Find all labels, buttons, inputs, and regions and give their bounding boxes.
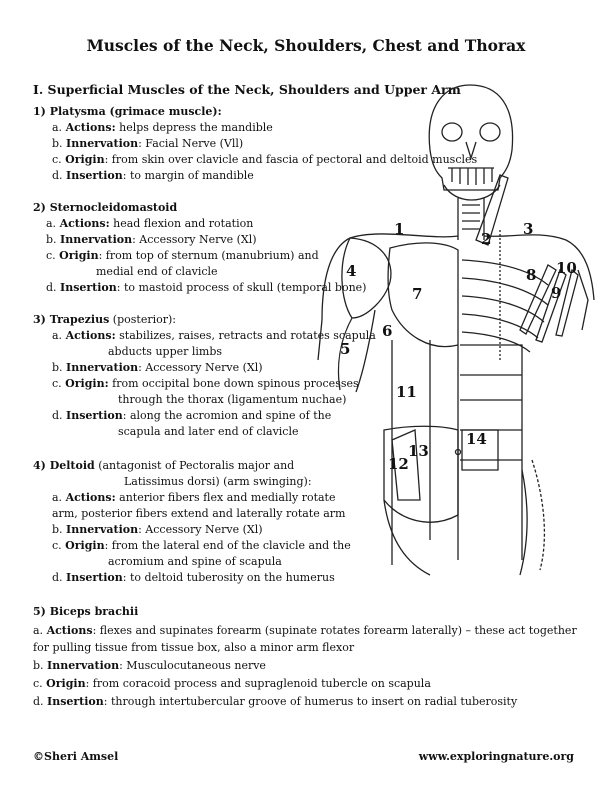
figure-label-3: 3	[523, 220, 534, 238]
insertion-line-2: scapula and later end of clavicle	[118, 425, 299, 438]
eye-socket-left	[442, 123, 462, 141]
innervation-line: b. Innervation: Accessory Nerve (Xl)	[52, 361, 263, 374]
figure-label-9: 9	[551, 284, 562, 302]
origin-line: c. Origin: from coracoid process and supraglenoid tubercle on scapula	[33, 677, 431, 690]
muscle-name: 3) Trapezius (posterior):	[33, 313, 176, 326]
actions-line: a. Actions: anterior fibers flex and medially rotate	[52, 491, 336, 504]
origin-line-2: medial end of clavicle	[96, 265, 218, 278]
insertion-line: d. Insertion: to mastoid process of skull (temporal bone)	[46, 281, 367, 294]
footer-website: www.exploringnature.org	[418, 750, 574, 763]
actions-line: a. Actions: head flexion and rotation	[46, 217, 254, 230]
muscle-name: 1) Platysma (grimace muscle):	[33, 105, 222, 118]
actions-line-2: abducts upper limbs	[108, 345, 223, 358]
innervation-line: b. Innervation: Accessory Nerve (Xl)	[46, 233, 257, 246]
section-title: I. Superficial Muscles of the Neck, Shoulders and Upper Arm	[33, 82, 461, 97]
skull	[429, 85, 512, 190]
origin-line: c. Origin: from top of sternum (manubrium) and	[46, 249, 319, 262]
figure-label-7: 7	[412, 285, 423, 303]
figure-label-2: 2	[481, 230, 492, 248]
left-shoulder-outline	[318, 234, 458, 360]
figure-label-1: 1	[394, 220, 405, 238]
figure-label-8: 8	[526, 266, 537, 284]
footer-copyright: ©Sheri Amsel	[33, 750, 119, 763]
insertion-line: d. Insertion: to deltoid tuberosity on the humerus	[52, 571, 335, 584]
teeth	[448, 168, 494, 185]
muscle-name: 5) Biceps brachii	[33, 605, 139, 618]
innervation-line: b. Innervation: Musculocutaneous nerve	[33, 659, 266, 672]
nasal-cavity	[466, 142, 476, 158]
actions-line: a. Actions: flexes and supinates forearm (supinate rotates forearm laterally) – these act together for pulling tissue from tissue box, also a minor arm flexor	[33, 624, 577, 654]
hip-bone	[532, 460, 544, 570]
figure-label-5: 5	[340, 340, 351, 358]
actions-line-2: arm, posterior fibers extend and laterally rotate arm	[52, 507, 346, 520]
eye-socket-right	[480, 123, 500, 141]
insertion-line: d. Insertion: through intertubercular groove of humerus to insert on radial tuberosity	[33, 695, 518, 708]
figure-label-13: 13	[408, 442, 429, 460]
figure-label-6: 6	[382, 322, 393, 340]
origin-line: c. Origin: from the lateral end of the clavicle and the	[52, 539, 351, 552]
muscle-name: 2) Sternocleidomastoid	[33, 201, 178, 214]
figure-label-10: 10	[556, 259, 577, 277]
figure-label-12: 12	[388, 455, 409, 473]
waist-outline	[384, 470, 527, 575]
muscle-name-2: Latissimus dorsi) (arm swinging):	[124, 475, 312, 488]
rectus-abdominis-segments	[460, 345, 522, 560]
pectoralis-major-shape	[388, 243, 458, 347]
arm-outline-right	[578, 270, 588, 330]
figure-label-11: 11	[396, 383, 417, 401]
page-title: Muscles of the Neck, Shoulders, Chest and Thorax	[86, 36, 526, 55]
origin-line: c. Origin: from skin over clavicle and fascia of pectoral and deltoid muscles	[52, 153, 478, 166]
origin-line: c. Origin: from occipital bone down spinous processes	[52, 377, 359, 390]
figure-label-4: 4	[346, 262, 357, 280]
origin-line-2: acromium and spine of scapula	[108, 555, 282, 568]
innervation-line: b. Innervation: Accessory Nerve (Xl)	[52, 523, 263, 536]
insertion-line: d. Insertion: to margin of mandible	[52, 169, 254, 182]
innervation-line: b. Innervation: Facial Nerve (Vll)	[52, 137, 244, 150]
figure-label-14: 14	[466, 430, 487, 448]
actions-line: a. Actions: stabilizes, raises, retracts and rotates scapula	[52, 329, 376, 342]
actions-line: a. Actions: helps depress the mandible	[52, 121, 273, 134]
anatomy-illustration	[300, 80, 600, 580]
origin-line-2: through the thorax (ligamentum nuchae)	[118, 393, 347, 406]
muscle-name: 4) Deltoid (antagonist of Pectoralis major and	[33, 459, 295, 472]
cervical-vertebrae	[462, 205, 480, 229]
insertion-line: d. Insertion: along the acromion and spine of the	[52, 409, 332, 422]
